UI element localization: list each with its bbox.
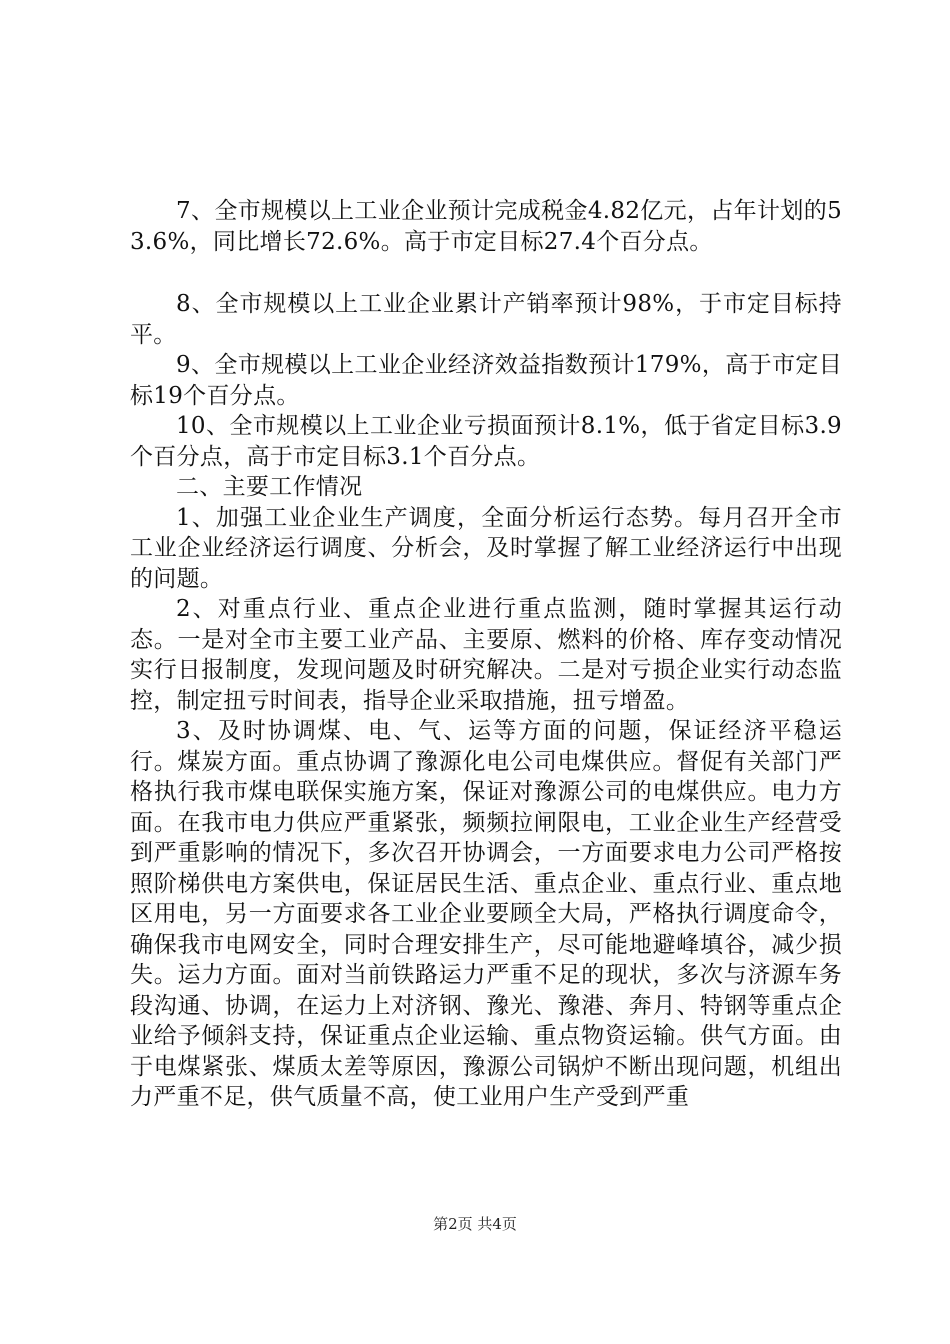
- work-item-1: 1、加强工业企业生产调度，全面分析运行态势。每月召开全市工业企业经济运行调度、分析会，及时掌握了解工业经济运行中出现的问题。: [130, 504, 842, 592]
- section-heading: 二、主要工作情况: [176, 474, 363, 500]
- document-body: [130, 196, 842, 1113]
- paragraph-item-7: 7、全市规模以上工业企业预计完成税金4.82亿元，占年计划的53.6%，同比增长72.6%。高于市定目标27.4个百分点。: [130, 198, 842, 255]
- paragraph-item-10: 10、全市规模以上工业企业亏损面预计8.1%，低于省定目标3.9个百分点，高于市定目标3.1个百分点。: [130, 413, 842, 470]
- paragraph-item-9: 9、全市规模以上工业企业经济效益指数预计179%，高于市定目标19个百分点。: [130, 352, 842, 409]
- work-item-2: 2、对重点行业、重点企业进行重点监测，随时掌握其运行动态。一是对全市主要工业产品、主要原、燃料的价格、库存变动情况实行日报制度，发现问题及时研究解决。二是对亏损企业实行动态监控，制定扭亏时间表，指导企业采取措施，扭亏增盈。: [130, 596, 842, 714]
- paragraph-item-8: 8、全市规模以上工业企业累计产销率预计98%，于市定目标持平。: [130, 291, 842, 348]
- work-item-3: 3、及时协调煤、电、气、运等方面的问题，保证经济平稳运行。煤炭方面。重点协调了豫源化电公司电煤供应。督促有关部门严格执行我市煤电联保实施方案，保证对豫源公司的电煤供应。电力方面。在我市电力供应严重紧张，频频拉闸限电，工业企业生产经营受到严重影响的情况下，多次召开协调会，一方面要求电力公司严格按照阶梯供电方案供电，保证居民生活、重点企业、重点行业、重点地区用电，另一方面要求各工业企业要顾全大局，严格执行调度命令，确保我市电网安全，同时合理安排生产，尽可能地避峰填谷，减少损失。运力方面。面对当前铁路运力严重不足的现状，多次与济源车务段沟通、协调，在运力上对济钢、豫光、豫港、奔月、特钢等重点企业给予倾斜支持，保证重点企业运输、重点物资运输。供气方面。由于电煤紧张、煤质太差等原因，豫源公司锅炉不断出现问题，机组出力严重不足，供气质量不高，使工业用户生产受到严重: [130, 718, 842, 1110]
- page-footer: 第2页 共4页: [433, 1215, 517, 1233]
